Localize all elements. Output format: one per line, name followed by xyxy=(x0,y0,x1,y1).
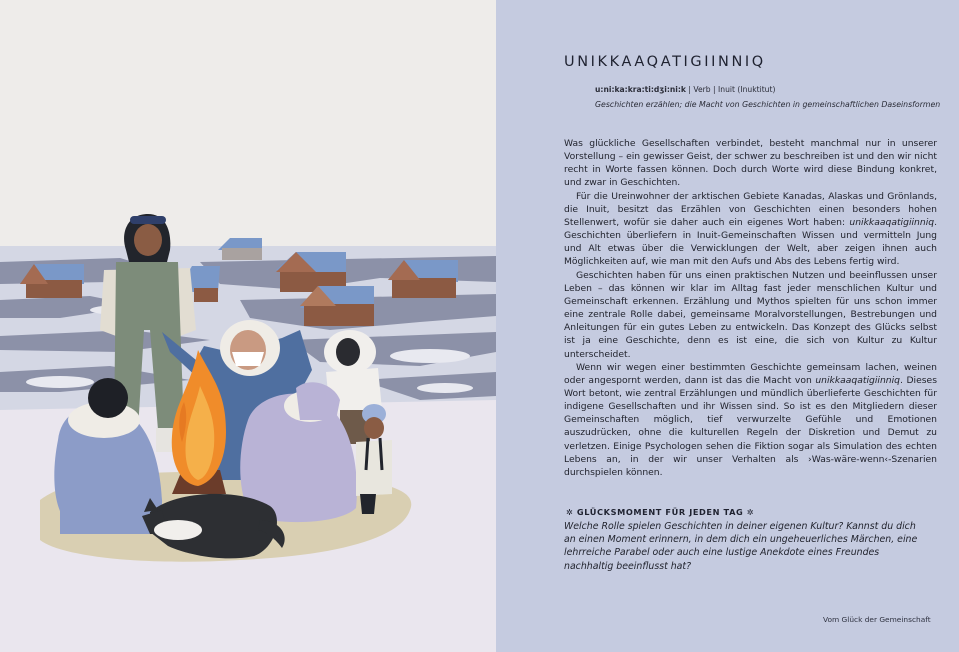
paragraph xyxy=(564,137,937,190)
paragraph xyxy=(564,269,937,361)
text-page xyxy=(496,0,959,652)
definition: Geschichten erzählen; die Macht von Geschichten in gemeinschaftlichen Daseinsformen xyxy=(595,100,941,109)
text-run: Was glückliche Gesellschaften verbindet, besteht manchmal nur in unserer Vorstellung – ein gewisser Geist, der schwer zu beschreiben ist und den wir nicht recht in Worte fassen können. Doch durch Worte wird diese Bindung konkret, und zwar in Geschichten. xyxy=(564,138,937,189)
spark-icon: ✲ xyxy=(566,507,574,517)
entry-title: UNIKKAAQATIGIINNIQ xyxy=(564,54,766,70)
pronunciation-line xyxy=(595,85,775,94)
paragraph xyxy=(564,190,937,269)
tip-text: Welche Rolle spielen Geschichten in deiner eigenen Kultur? Kannst du dich an einen Moment erinnern, in dem dich ein ungeheuerliches Märchen, eine lehrreiche Parabel oder auch eine lustige Anekdote eines Freundes nachhaltig beeinflusst hat? xyxy=(564,521,918,572)
running-head: Vom Glück der Gemeinschaft xyxy=(823,615,931,624)
spark-icon: ✲ xyxy=(746,507,755,517)
separator: | xyxy=(688,85,691,94)
paragraph xyxy=(564,361,937,479)
italic-term: unikkaaqatigiinniq xyxy=(815,374,900,386)
tip-heading xyxy=(566,507,754,517)
text-run: Für die Ureinwohner der arktischen Gebiete Kanadas, Alaskas und Grönlands, die Inuit, besitzt das Erzählen von Geschichten einen besonders hohen Stellenwert, wofür sie daher auch ein eigenes Wort haben: xyxy=(564,190,937,228)
body-text xyxy=(564,137,937,479)
separator: | xyxy=(713,85,716,94)
text-run: Wenn wir wegen einer bestimmten Geschichte gemeinsam lachen, weinen oder angespornt werden, dann ist das die Macht von xyxy=(564,361,937,386)
language: Inuit (Inuktitut) xyxy=(718,85,776,94)
text-run: Geschichten haben für uns einen praktischen Nutzen und beeinflussen unser Leben – das können wir klar im Alltag fast jeder menschlichen Kultur und Gemeinschaft erkennen. Erzählung und Mythos spielten für uns schon immer eine zentrale Rolle dabei, gemeinsame Moralvorstellungen, Bestrebungen und Anleitungen für ein gutes Leben zu entwickeln. Das Konzept des Glücks selbst ist ja eine Geschichte, denn es ist eine, die sich von Kultur zu Kultur unterscheidet. xyxy=(564,269,937,360)
text-run: . Dieses Wort betont, wie zentral Erzählungen und mündlich überlieferte Geschichten für indigene Gesellschaften und ihr Wissen sind. So ist es den Mitgliedern dieser Gemeinschaften möglich, tief verwurzelte Gefühle und Emotionen auszudrücken, ohne die kulturellen Regeln der Diskretion und Demut zu verletzen. Einige Psychologen sehen die Fiktion sogar als Simulation des echten Lebens an, in der wir unser Verhalten als ›Was-wäre-wenn‹-Szenarien durchspielen können. xyxy=(564,374,937,478)
pronunciation: u:ni:ka:kra:ti:dʒi:ni:k xyxy=(595,85,686,94)
italic-term: unikkaaqatigiinniq xyxy=(849,216,935,228)
tip-heading-text: GLÜCKSMOMENT FÜR JEDEN TAG xyxy=(576,507,744,517)
word-class: Verb xyxy=(693,85,711,94)
text-run: . Geschichten überliefern in Inuit-Gemeinschaften Wissen und vermitteln Jung und Alt etwas über die Verwicklungen der Welt, aber zeigen ihnen auch Möglichkeiten auf, wie man mit den Aufs und Abs des Lebens fertig wird. xyxy=(564,216,937,268)
